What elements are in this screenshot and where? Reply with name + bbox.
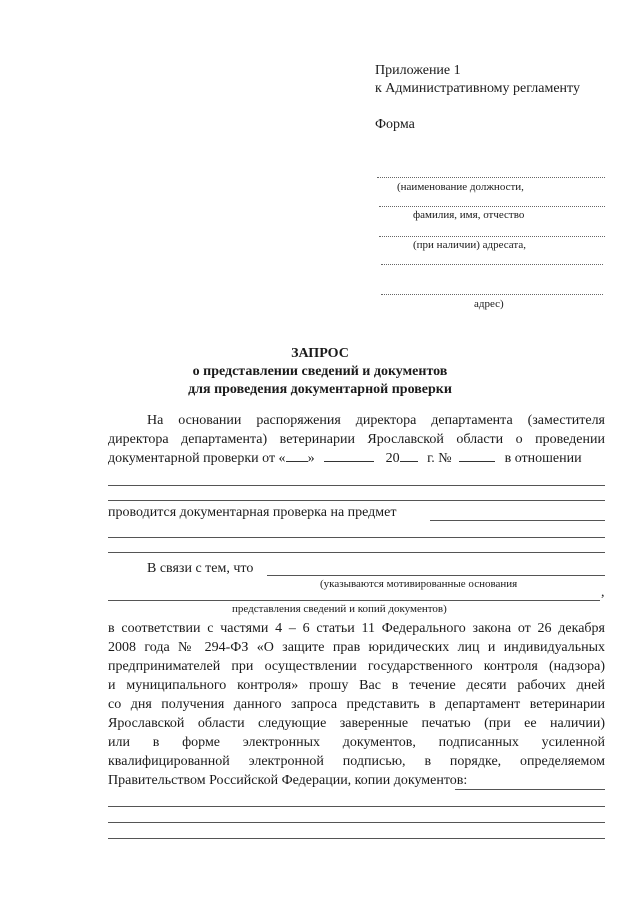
p1-line3 <box>108 451 605 467</box>
p1-line1: На основании распоряжения директора департамента (заместителя <box>147 413 605 428</box>
addressee-line-2 <box>379 206 605 207</box>
p4-line6: Ярославской области следующие заверенные печатью (при ее наличии) <box>108 716 605 731</box>
purpose-line-2 <box>108 537 605 538</box>
appendix-line1: Приложение 1 <box>375 63 461 78</box>
p3-hint: (указываются мотивированные основания <box>320 578 518 590</box>
day-blank <box>286 461 308 462</box>
p1-line3-d: г. № <box>427 451 452 466</box>
p3-hint2: представления сведений и копий документов) <box>232 603 447 615</box>
p4-line1: в соответствии с частями 4 – 6 статьи 11 Федерального закона от 26 декабря <box>108 621 605 636</box>
reason-line-1 <box>267 575 605 576</box>
month-blank <box>324 461 374 462</box>
title-line3: для проведения документарной проверки <box>188 382 452 397</box>
subject-line-1 <box>108 485 605 486</box>
p4-line4: и муниципального контроля» прошу Вас в течение десяти рабочих дней <box>108 678 605 693</box>
p4-line9: Правительством Российской Федерации, копии документов: <box>108 773 468 788</box>
purpose-line-3 <box>108 552 605 553</box>
p2-line: проводится документарная проверка на предмет <box>108 505 397 520</box>
addressee-hint-3: (при наличии) адресата, <box>413 239 526 251</box>
addressee-line-3 <box>379 236 605 237</box>
documents-line-3 <box>108 822 605 823</box>
p3-line: В связи с тем, что <box>147 561 254 576</box>
p4-line3: предпринимателей при осуществлении государственного контроля (надзора) <box>108 659 605 674</box>
documents-line-2 <box>108 806 605 807</box>
p1-line3-e: в отношении <box>504 451 582 466</box>
purpose-line-1 <box>430 520 605 521</box>
addressee-line-4 <box>381 264 603 265</box>
addressee-line-1 <box>377 177 605 178</box>
title-line1: ЗАПРОС <box>291 346 349 361</box>
addressee-line-5 <box>381 294 603 295</box>
number-blank <box>459 461 495 462</box>
addressee-hint-2: фамилия, имя, отчество <box>413 209 525 221</box>
reason-line-2 <box>108 600 600 601</box>
p4-line8: квалифицированной электронной подписью, в порядке, определяемом <box>108 754 605 769</box>
p1-line3-a: документарной проверки от « <box>108 451 286 466</box>
p1-line3-b: » <box>307 451 315 466</box>
p4-line5: со дня получения данного запроса представить в департамент ветеринарии <box>108 697 605 712</box>
addressee-hint-1: (наименование должности, <box>397 181 524 193</box>
p1-line3-c: 20 <box>385 451 400 466</box>
p4-line7: или в форме электронных документов, подписанных усиленной <box>108 735 605 750</box>
subject-line-2 <box>108 500 605 501</box>
form-label: Форма <box>375 117 415 132</box>
p3-comma: , <box>601 585 605 600</box>
year-blank <box>400 461 418 462</box>
documents-line-4 <box>108 838 605 839</box>
addressee-hint-4: адрес) <box>474 298 504 310</box>
title-line2: о представлении сведений и документов <box>192 364 448 379</box>
p4-line2: 2008 года № 294-ФЗ «О защите прав юридических лиц и индивидуальных <box>108 640 605 655</box>
appendix-line2: к Административному регламенту <box>375 81 580 96</box>
documents-line-1 <box>455 789 605 790</box>
p1-line2: директора департамента) ветеринарии Ярославской области о проведении <box>108 432 605 447</box>
